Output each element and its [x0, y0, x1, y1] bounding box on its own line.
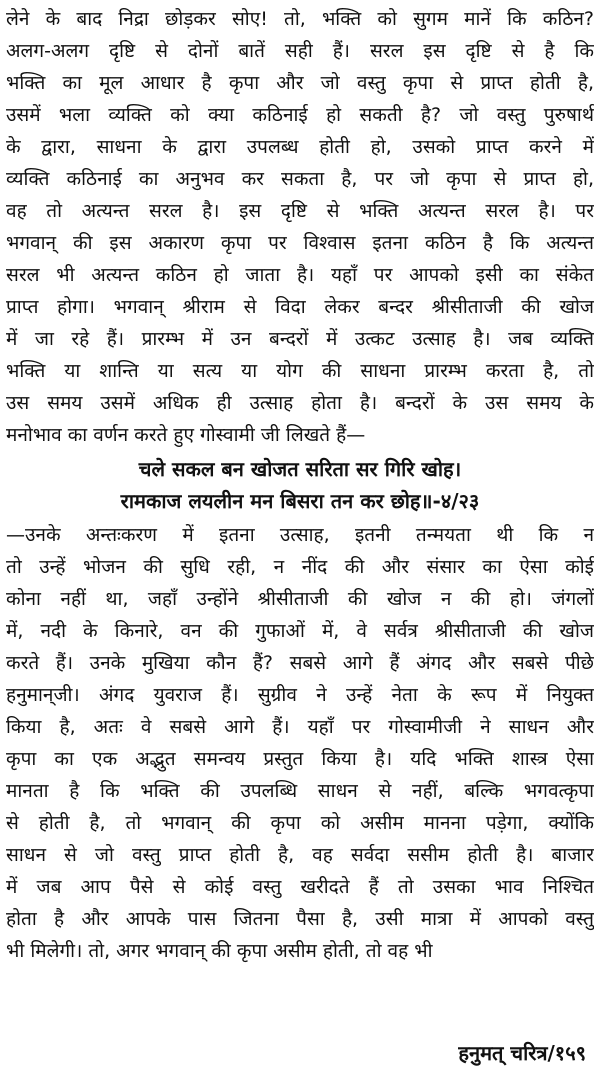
- text-line-19: करते हैं। उनके मुखिया कौन हैं? सबसे आगे हैं अंगद और सबसे पीछे: [6, 652, 594, 674]
- text-line-11: में जा रहे हैं। प्रारम्भ में उन बन्दरों में उत्कट उत्साह है। जब व्यक्ति: [6, 328, 594, 350]
- text-line-20: हनुमान्‌जी। अंगद युवराज हैं। सुग्रीव ने उन्हें नेता के रूप में नियुक्त: [6, 684, 594, 706]
- text-line-12: भक्ति या शान्ति या सत्य या योग की साधना प्रारम्भ करता है, तो: [6, 360, 594, 382]
- text-line-27: होता है और आपके पास जितना पैसा है, उसी मात्रा में आपको वस्तु: [6, 908, 594, 930]
- text-line-21: किया है, अतः वे सबसे आगे हैं। यहाँ पर गोस्वामीजी ने साधन और: [6, 716, 594, 738]
- text-line-18: में, नदी के किनारे, वन की गुफाओं में, वे सर्वत्र श्रीसीताजी की खोज: [6, 620, 594, 642]
- text-line-10: प्राप्त होगा। भगवान् श्रीराम से विदा लेकर बन्दर श्रीसीताजी की खोज: [6, 296, 594, 318]
- text-line-8: भगवान् की इस अकारण कृपा पर विश्वास इतना कठिन है कि अत्यन्त: [6, 232, 594, 254]
- text-line-28: भी मिलेगी। तो, अगर भगवान् की कृपा असीम होती, तो वह भी: [6, 940, 433, 962]
- text-line-15: —उनके अन्तःकरण में इतना उत्साह, इतनी तन्मयता थी कि न: [6, 524, 594, 546]
- text-line-25: साधन से जो वस्तु प्राप्त होती है, वह सर्वदा ससीम होती है। बाजार: [6, 844, 594, 866]
- verse-line-1: चले सकल बन खोजत सरिता सर गिरि खोह।: [138, 457, 462, 481]
- text-line-6: व्यक्ति कठिनाई का अनुभव कर सकता है, पर जो कृपा से प्राप्त हो,: [6, 168, 594, 190]
- text-line-17: कोना नहीं था, जहाँ उन्होंने श्रीसीताजी की खोज न की हो। जंगलों: [6, 588, 594, 610]
- text-line-9: सरल भी अत्यन्त कठिन हो जाता है। यहाँ पर आपको इसी का संकेत: [6, 264, 594, 286]
- text-line-13: उस समय उसमें अधिक ही उत्साह होता है। बन्दरों के उस समय के: [6, 392, 594, 414]
- text-line-4: उसमें भला व्यक्ति को क्या कठिनाई हो सकती है? जो वस्तु पुरुषार्थ: [6, 104, 594, 126]
- text-line-26: में जब आप पैसे से कोई वस्तु खरीदते हैं तो उसका भाव निश्चित: [6, 876, 594, 898]
- text-line-7: वह तो अत्यन्त सरल है। इस दृष्टि से भक्ति अत्यन्त सरल है। पर: [6, 200, 594, 222]
- text-line-3: भक्ति का मूल आधार है कृपा और जो वस्तु कृपा से प्राप्त होती है,: [6, 72, 594, 94]
- page-footer: हनुमत् चरित्र/१५९: [458, 1041, 586, 1065]
- text-line-2: अलग-अलग दृष्टि से दोनों बातें सही हैं। सरल इस दृष्टि से है कि: [6, 40, 594, 62]
- text-line-22: कृपा का एक अद्भुत समन्वय प्रस्तुत किया है। यदि भक्ति शास्त्र ऐसा: [6, 748, 594, 770]
- text-line-5: के द्वारा, साधना के द्वारा उपलब्ध होती हो, उसको प्राप्त करने में: [6, 136, 594, 158]
- text-line-1: लेने के बाद निद्रा छोड़कर सोए! तो, भक्ति को सुगम मानें कि कठिन?: [6, 8, 594, 30]
- text-line-24: से होती है, तो भगवान् की कृपा को असीम मानना पड़ेगा, क्योंकि: [6, 812, 594, 834]
- text-line-23: मानता है कि भक्ति की उपलब्धि साधन से नहीं, बल्कि भगवत्कृपा: [6, 780, 594, 802]
- verse-line-2: रामकाज लयलीन मन बिसरा तन कर छोह॥-४/२३: [120, 489, 480, 513]
- text-line-14: मनोभाव का वर्णन करते हुए गोस्वामी जी लिखते हैं—: [6, 424, 366, 446]
- text-line-16: तो उन्हें भोजन की सुधि रही, न नींद की और संसार का ऐसा कोई: [6, 556, 594, 578]
